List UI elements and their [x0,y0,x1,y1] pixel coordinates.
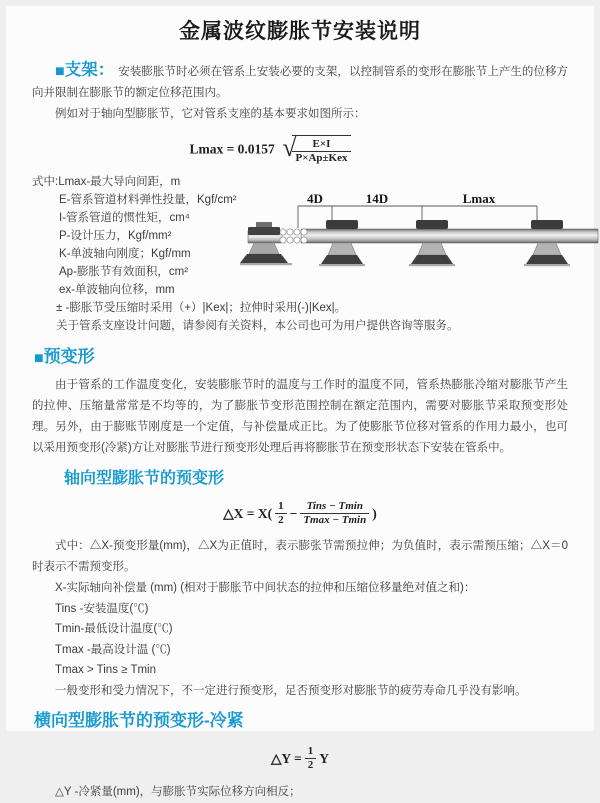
temperature-definitions [55,599,568,681]
definition-item: ex-单波轴向位移，mm [59,284,175,296]
axial-explain-paragraph: 式中：△X-预变形量(mm)，△X为正值时，表示膨张节需预拉伸；为负值时，表示需预压缩；△X＝0时表示不需预变形。 [32,540,568,573]
close-paren: ) [372,506,377,521]
x-definition-line: X-实际轴向补偿量 (mm) (相对于膨胀节中间状态的拉伸和压缩位移量绝对值之和)： [55,582,476,594]
definition-item: I-管系管道的惯性矩，cm⁴ [59,212,190,224]
document-page [6,6,594,798]
support-body-text: 安装膨胀节时必须在管系上安装必要的支架，以控制管系的变形在膨胀节上产生的位移方向并限制在膨胀节的额定位移范围内。 [32,66,569,99]
definition-item: E-管系管道材料弹性投量，Kgf/cm² [59,194,237,206]
formula-numerator: E×I [312,138,331,150]
page-title: 金属波纹膨胀节安装说明 [179,20,421,43]
service-note: 关于管系支座设计问题，请参阅有关资料，本公司也可为用户提供咨询等服务。 [56,320,459,332]
lateral-note-line: △Y -冷紧量(mm)，与膨胀节实际位移方向相反； [55,786,301,798]
dimension-label-lmax: Lmax [462,191,496,206]
temp-numerator: Tins − Tmin [306,500,363,512]
anchor-support-shape [240,222,292,265]
axial-formula [32,500,568,527]
pipe-shape [301,229,598,243]
preform-section-heading [34,345,568,371]
sign-convention-note: ± -膨胀节受压缩时采用（+）|Kex|；拉伸时采用(-)|Kex|。 [56,302,347,314]
lateral-numerator: 1 [307,745,314,757]
dimension-label-14d: 14D [365,191,389,206]
temp-denominator: Tmax − Tmin [300,513,369,527]
lmax-formula [32,134,508,164]
lateral-denominator: 2 [305,758,317,772]
pipe-support-diagram [246,192,598,296]
dimension-label-4d: 4D [307,191,323,206]
definition-item: Ap-膨胀节有效面积，cm² [59,266,189,278]
support-paragraph [32,60,568,104]
lateral-formula [32,745,568,772]
temp-definition: Tmax -最高设计温 (℃) [55,643,171,656]
axial-formula-lhs: △X = X( [223,506,273,521]
preform-paragraph: 由于管系的工作温度变化，安装膨胀节时的温度与工作时的温度不同，管系热膨胀冷缩对膨胀节产生的拉伸、压缩量常常是不均等的，为了膨胀节变形范围控制在额定范围内，需要对膨胀节采取预变形处理。另外，由于膨账节刚度是一个定值，与补偿量成正比。为了使膨胀节位移对管系的作用力最小，也可以采用预变形(冷紧)方让对膨胀节进行预变形处理后再将膨胀节在预变形状态下安装在管系中。 [32,379,568,454]
minus-sign: − [289,506,298,521]
definition-item: 式中:Lmax-最大导向间距，m [32,176,181,188]
temp-definition: Tins -安装温度(℃) [55,602,149,615]
support-section-heading: 支架： [64,61,115,79]
temp-definition: Tmin-最低设计温度(℃) [55,623,173,635]
axial-note-line: 一般变形和受力情况下，不一定进行预变形，足否预变形对膨胀节的疲劳寿命几乎没有影响。 [55,684,527,697]
radical-sign: √ [282,133,297,162]
section-marker-icon: ■ [34,350,44,367]
half-denominator: 2 [275,513,287,527]
definition-item: P-设计压力，Kgf/mm² [59,230,172,242]
section-marker-icon: ■ [55,63,65,80]
axial-subheading: 轴向型膨胀节的预变形 [64,470,225,487]
preform-heading-label: 预变形 [43,347,95,366]
support-example-line: 例如对于轴向型膨胀节，它对管系支座的基本要求如图所示： [55,108,366,120]
formula-denominator: P×Ap±Kex [292,151,350,165]
lateral-formula-rhs: Y [319,751,329,766]
definition-item: K-单波轴向刚度；Kgf/mm [59,248,191,260]
formula-lhs: Lmax = 0.0157 [189,141,275,157]
temp-definition: Tmax > Tins ≥ Tmin [55,664,156,676]
lateral-formula-lhs: △Y = [271,751,302,766]
lateral-subheading: 横向型膨胀节的预变形-冷紧 [34,711,244,730]
half-numerator: 1 [278,500,284,512]
radicand [292,135,350,165]
